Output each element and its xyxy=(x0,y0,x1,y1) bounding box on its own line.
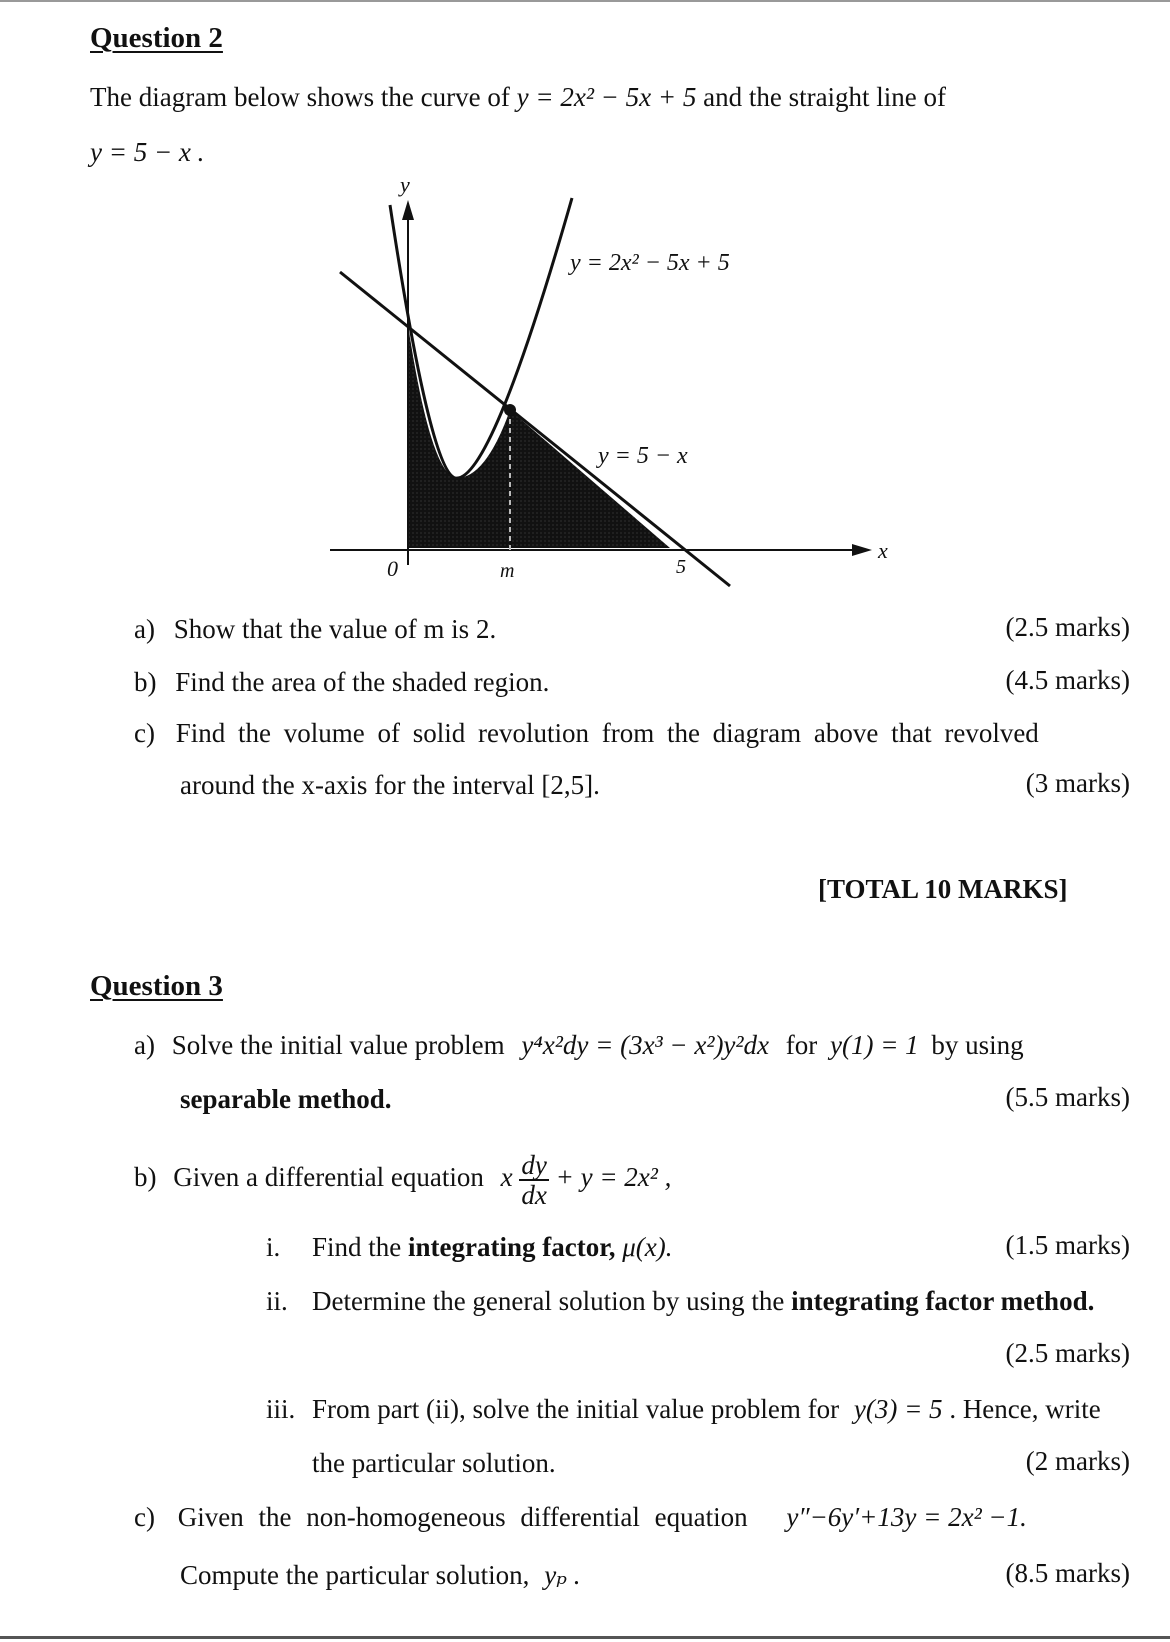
q2-intro-curve-eq: y = 2x² − 5x + 5 xyxy=(516,82,697,112)
q2-part-a-label: a) xyxy=(134,614,155,644)
q3-part-b-i-marks: (1.5 marks) xyxy=(1005,1230,1130,1260)
x-axis-label: x xyxy=(878,538,888,563)
q3-part-b-i-bold: integrating factor, xyxy=(408,1232,616,1262)
origin-label: 0 xyxy=(387,556,398,581)
q3-part-a-equation: y⁴x²dy = (3x³ − x²)y²dx xyxy=(521,1030,769,1060)
q3-part-c xyxy=(134,1500,1027,1534)
q3-part-b-eq-x: x xyxy=(500,1162,513,1192)
y-axis-arrow xyxy=(402,200,414,220)
line-label: y = 5 − x xyxy=(598,443,688,469)
m-label: m xyxy=(500,560,515,582)
q3-part-a xyxy=(134,1028,1024,1062)
q3-part-b-eq-rest: + y = 2x² , xyxy=(555,1162,672,1192)
q3-part-c-line2-text: Compute the particular solution, xyxy=(180,1560,530,1590)
intersection-point xyxy=(504,404,516,416)
q2-part-c xyxy=(134,716,1039,750)
q3-part-b-ii xyxy=(266,1284,1094,1318)
q2-part-c-marks: (3 marks) xyxy=(1025,768,1130,798)
q2-part-b-label: b) xyxy=(134,667,157,697)
q3-part-c-text: Given the non-homogeneous differential equation xyxy=(177,1502,748,1532)
q3-part-c-marks: (8.5 marks) xyxy=(1005,1558,1130,1588)
q2-intro-line-eq: y = 5 − x . xyxy=(90,137,205,167)
q3-part-b-iii-label: iii. xyxy=(266,1394,296,1424)
q3-part-a-for: for xyxy=(785,1030,818,1060)
q3-part-c-yp: yₚ . xyxy=(544,1560,581,1590)
q3-part-b-iii-text-post: . Hence, write xyxy=(949,1394,1101,1424)
question-3-heading: Question 3 xyxy=(90,970,223,1002)
q3-part-b xyxy=(134,1142,671,1212)
question-2-heading: Question 2 xyxy=(90,22,223,54)
q3-part-b-fraction xyxy=(519,1151,548,1209)
bottom-border xyxy=(0,1636,1170,1639)
q2-part-b xyxy=(134,665,549,699)
q3-part-b-i-math: μ(x). xyxy=(622,1232,673,1262)
q3-part-c-line2 xyxy=(180,1558,580,1592)
q3-part-a-method: separable method. xyxy=(180,1084,392,1114)
q2-part-b-marks: (4.5 marks) xyxy=(1005,665,1130,695)
q3-part-a-text: Solve the initial value problem xyxy=(171,1030,505,1060)
curve-label: y = 2x² − 5x + 5 xyxy=(570,250,730,276)
q3-part-b-iii xyxy=(266,1392,1101,1426)
q3-part-b-ii-text: Determine the general solution by using the xyxy=(312,1286,785,1316)
q3-part-b-frac-num: dy xyxy=(521,1149,547,1180)
q3-part-a-text-post: by using xyxy=(931,1030,1024,1060)
q3-part-a-condition: y(1) = 1 xyxy=(829,1030,919,1060)
q3-part-b-ii-bold: integrating factor method. xyxy=(791,1286,1095,1316)
q2-part-a-text: Show that the value of m is 2. xyxy=(173,614,497,644)
q3-part-b-i-text: Find the xyxy=(312,1232,402,1262)
q2-part-b-text: Find the area of the shaded region. xyxy=(175,667,550,697)
q3-part-b-iii-line2: the particular solution. xyxy=(312,1448,556,1478)
q2-part-a xyxy=(134,612,496,646)
q3-part-a-label: a) xyxy=(134,1030,155,1060)
q3-part-b-i-label: i. xyxy=(266,1232,281,1262)
q3-part-b-i xyxy=(266,1230,673,1264)
q3-part-c-equation: y″−6y′+13y = 2x² −1. xyxy=(786,1502,1027,1532)
q2-part-c-label: c) xyxy=(134,718,155,748)
x-axis-arrow xyxy=(852,544,872,556)
q3-part-b-text: Given a differential equation xyxy=(173,1162,484,1192)
q3-part-b-iii-math: y(3) = 5 xyxy=(853,1394,943,1424)
y-axis-label: y xyxy=(400,172,410,197)
q2-intro-text: The diagram below shows the curve of xyxy=(90,82,510,112)
q3-part-b-iii-text: From part (ii), solve the initial value problem for xyxy=(312,1394,840,1424)
q3-part-b-ii-marks: (2.5 marks) xyxy=(1005,1338,1130,1368)
q3-part-b-frac-den: dx xyxy=(521,1179,547,1210)
q2-part-c-text: Find the volume of solid revolution from the diagram above that revolved xyxy=(175,718,1039,748)
five-label: 5 xyxy=(676,556,686,578)
q3-part-b-label: b) xyxy=(134,1162,157,1192)
q3-part-c-label: c) xyxy=(134,1502,155,1532)
q3-part-a-marks: (5.5 marks) xyxy=(1005,1082,1130,1112)
q2-part-a-marks: (2.5 marks) xyxy=(1005,612,1130,642)
q2-part-c-text2: around the x-axis for the interval [2,5]. xyxy=(180,770,600,800)
q3-part-b-ii-label: ii. xyxy=(266,1286,288,1316)
q2-total: [TOTAL 10 MARKS] xyxy=(818,874,1068,904)
q3-part-b-iii-marks: (2 marks) xyxy=(1025,1446,1130,1476)
q2-intro-text-post: and the straight line of xyxy=(703,82,947,112)
